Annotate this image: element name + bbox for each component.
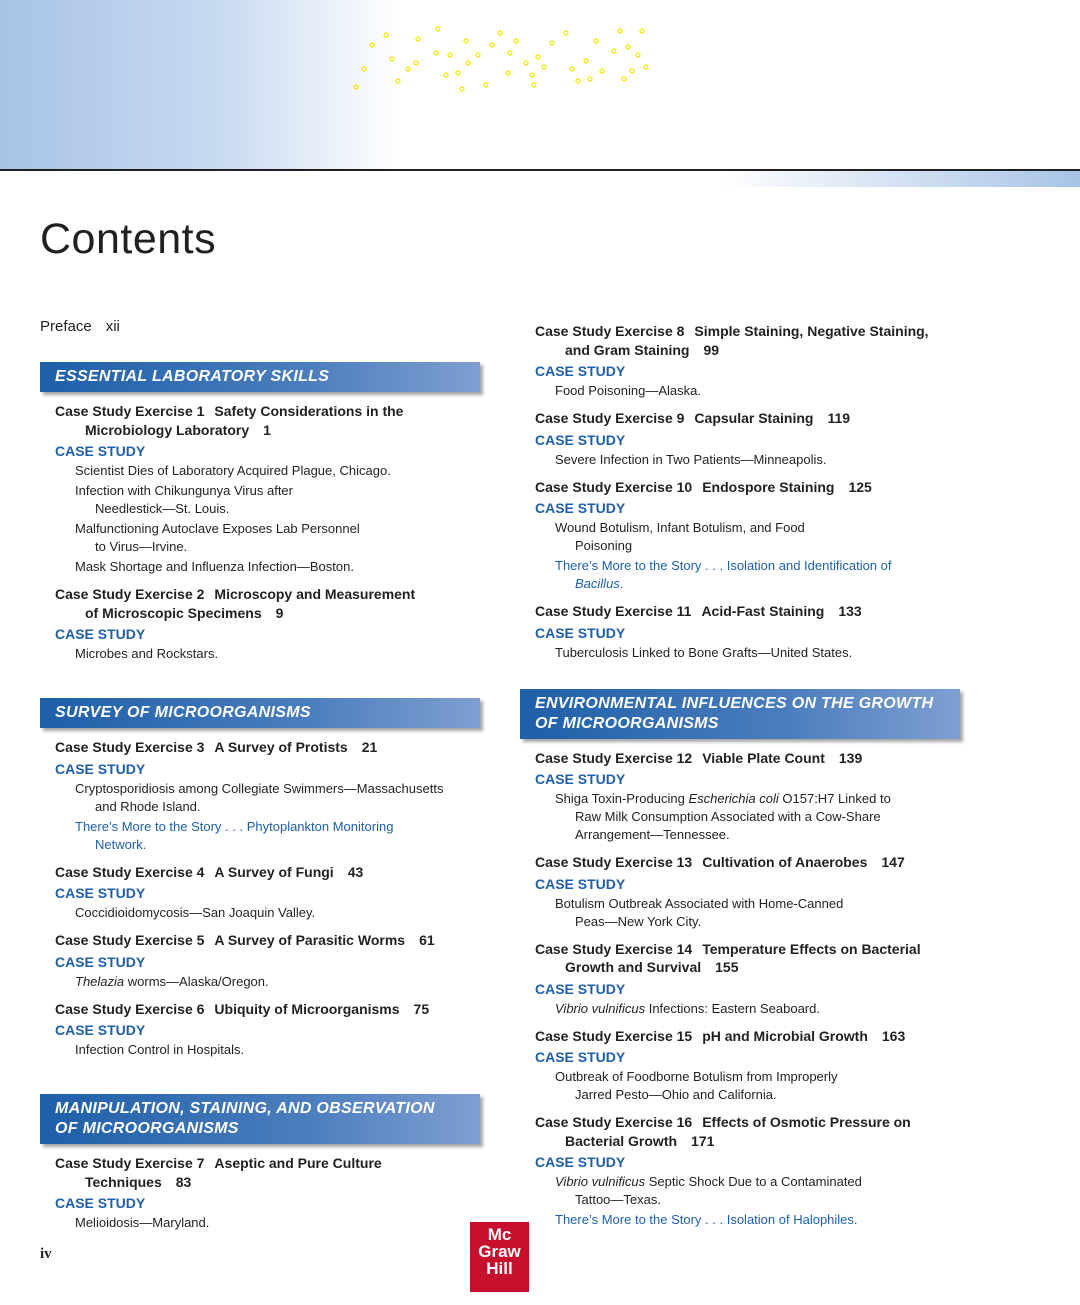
section-heading-text: ENVIRONMENTAL INFLUENCES ON THE GROWTH: [535, 694, 934, 712]
exercise-label: Case Study Exercise 1: [55, 403, 205, 419]
decorative-dot: [532, 83, 536, 87]
case-study-label: CASE STUDY: [55, 885, 146, 901]
case-study-label: CASE STUDY: [535, 624, 626, 641]
case-study-label: CASE STUDY: [535, 363, 626, 379]
toc-left-column: [40, 362, 490, 1241]
exercise-name: A Survey of Protists: [214, 739, 348, 755]
exercise-page: 139: [838, 749, 863, 766]
decorative-dot: [644, 65, 648, 69]
exercise-title: [40, 1000, 490, 1019]
decorative-dot: [444, 73, 448, 77]
exercise-page: 1: [263, 421, 271, 438]
exercise-name: Safety Considerations in the: [214, 403, 404, 419]
exercise-item[interactable]: [520, 478, 970, 594]
decorative-dot: [584, 59, 588, 63]
exercise-label: Case Study Exercise 12: [535, 749, 693, 766]
exercise-page: 43: [347, 863, 364, 880]
decorative-dot: [406, 67, 410, 71]
decorative-dot: [370, 43, 374, 47]
case-entry: Botulism Outbreak Associated with Home-Canned Peas—New York City.: [555, 895, 844, 929]
exercise-name: Simple Staining, Negative Staining,: [694, 323, 929, 339]
exercise-title: [520, 853, 970, 872]
exercise-title: [520, 322, 970, 359]
more-story-link[interactable]: There’s More to the Story . . . Isolation of Halophiles.: [555, 1212, 858, 1227]
case-study-label: CASE STUDY: [535, 431, 626, 448]
exercise-item[interactable]: [520, 853, 970, 931]
exercise-label: Case Study Exercise 5: [55, 932, 205, 948]
decorative-dot: [476, 53, 480, 57]
exercise-label: Case Study Exercise 7: [55, 1155, 205, 1171]
exercise-name: A Survey of Fungi: [214, 863, 334, 880]
page-title: Contents: [40, 215, 217, 263]
exercise-page: 171: [691, 1132, 715, 1149]
decorative-dot: [618, 29, 622, 33]
case-study-label: CASE STUDY: [55, 953, 146, 970]
case-entry: Melioidosis—Maryland.: [75, 1215, 210, 1230]
decorative-dot: [436, 27, 440, 31]
exercise-name: Capsular Staining: [694, 410, 814, 426]
decorative-dot: [396, 79, 400, 83]
exercise-label: Case Study Exercise 6: [55, 1000, 205, 1017]
decorative-dot: [354, 85, 358, 89]
exercise-item[interactable]: [520, 749, 970, 845]
exercise-item[interactable]: [40, 738, 490, 854]
logo-text: Hill: [486, 1259, 513, 1278]
exercise-item[interactable]: [40, 585, 490, 663]
exercise-page: 21: [361, 739, 378, 755]
exercise-item[interactable]: [40, 931, 490, 991]
decorative-dot: [484, 83, 488, 87]
exercise-item[interactable]: [520, 409, 970, 469]
preface-page: xii: [105, 318, 120, 335]
exercise-name-cont: and Gram Staining: [565, 341, 690, 358]
case-entry: Microbes and Rockstars.: [75, 646, 219, 661]
case-study-label: CASE STUDY: [55, 1195, 146, 1211]
decorative-dot: [542, 65, 546, 69]
decorative-dot: [626, 45, 630, 49]
case-entry: Coccidioidomycosis—San Joaquin Valley.: [75, 905, 316, 920]
exercise-item[interactable]: [520, 602, 970, 662]
decorative-dot: [362, 67, 366, 71]
exercise-item[interactable]: [40, 1154, 490, 1232]
exercise-label: Case Study Exercise 11: [535, 603, 692, 619]
decorative-dot: [600, 69, 604, 73]
page-number: iv: [40, 1246, 52, 1262]
exercise-name: Aseptic and Pure Culture: [214, 1155, 382, 1171]
exercise-page: 125: [848, 478, 872, 495]
exercise-item[interactable]: [40, 1000, 490, 1060]
section-heading-text: ESSENTIAL LABORATORY SKILLS: [55, 368, 330, 385]
exercise-item[interactable]: [40, 863, 490, 923]
decorative-dot: [550, 41, 554, 45]
case-study-label: CASE STUDY: [55, 443, 146, 459]
decorative-dot: [506, 71, 510, 75]
case-entry: Infection with Chikungunya Virus after Needlestick—St. Louis.: [75, 483, 293, 516]
exercise-title: [40, 738, 490, 757]
decorative-dot: [564, 31, 568, 35]
case-study-label: CASE STUDY: [55, 760, 146, 777]
exercise-label: Case Study Exercise 16: [535, 1114, 693, 1130]
exercise-page: 133: [838, 603, 862, 619]
exercise-name-cont: of Microscopic Specimens: [85, 604, 262, 621]
decorative-dot: [530, 73, 534, 77]
decorative-dots: [350, 25, 650, 95]
decorative-dot: [640, 29, 644, 33]
exercise-item[interactable]: [520, 940, 970, 1018]
exercise-page: 155: [715, 959, 739, 975]
case-entry: Wound Botulism, Infant Botulism, and Food Poisoning: [555, 520, 805, 553]
more-story-link[interactable]: There’s More to the Story . . . Isolation and Identification of Bacillus.: [555, 558, 892, 591]
decorative-dot: [384, 33, 388, 37]
publisher-logo: [470, 1222, 529, 1292]
decorative-dot: [630, 69, 634, 73]
section-heading-text: MANIPULATION, STAINING, AND OBSERVATION: [55, 1100, 435, 1117]
preface-entry[interactable]: [40, 318, 120, 335]
logo-text: Graw: [478, 1242, 521, 1261]
exercise-name: Temperature Effects on Bacterial: [702, 940, 921, 957]
section-heading: [520, 689, 960, 739]
exercise-label: Case Study Exercise 13: [535, 854, 693, 870]
exercise-name-cont: Growth and Survival: [565, 959, 702, 975]
case-study-label: CASE STUDY: [55, 1022, 146, 1038]
exercise-label: Case Study Exercise 3: [55, 739, 205, 755]
exercise-title: [520, 940, 970, 977]
decorative-dot: [414, 61, 418, 65]
exercise-title: [40, 931, 490, 950]
case-entry: Scientist Dies of Laboratory Acquired Plague, Chicago.: [75, 463, 391, 478]
exercise-item[interactable]: [520, 1027, 970, 1105]
exercise-name: A Survey of Parasitic Worms: [214, 932, 406, 948]
case-entry: Severe Infection in Two Patients—Minneapolis.: [555, 451, 827, 467]
exercise-title: [520, 478, 970, 497]
case-study-label: CASE STUDY: [535, 1154, 626, 1170]
exercise-name: pH and Microbial Growth: [702, 1027, 868, 1044]
section-heading: [40, 362, 480, 392]
section-heading: [40, 1094, 480, 1144]
exercise-label: Case Study Exercise 2: [55, 586, 205, 602]
case-study-label: CASE STUDY: [535, 980, 626, 997]
exercise-title: [520, 409, 970, 428]
exercise-title: [40, 863, 490, 882]
preface-label: Preface: [40, 318, 92, 335]
exercise-page: 9: [275, 604, 284, 621]
case-study-label: CASE STUDY: [535, 771, 626, 787]
section-heading: [40, 698, 480, 728]
exercise-name: Acid-Fast Staining: [701, 603, 825, 619]
accent-strip: [720, 171, 1080, 187]
section-heading-text: SURVEY OF MICROORGANISMS: [55, 704, 311, 721]
decorative-dot: [434, 51, 438, 55]
exercise-item[interactable]: [40, 402, 490, 576]
decorative-dot: [460, 87, 464, 91]
exercise-title: [520, 602, 970, 621]
exercise-page: 83: [175, 1173, 192, 1190]
decorative-dot: [464, 39, 468, 43]
decorative-dot: [612, 49, 616, 53]
exercise-label: Case Study Exercise 4: [55, 863, 205, 880]
exercise-name-cont: Bacterial Growth: [565, 1132, 678, 1149]
decorative-dot: [456, 71, 460, 75]
exercise-title: [40, 402, 490, 439]
case-entry: Cryptosporidiosis among Collegiate Swimmers—Massachusetts and Rhode Island.: [75, 780, 444, 814]
exercise-title: [520, 1027, 970, 1046]
case-entry: Infection Control in Hospitals.: [75, 1042, 245, 1057]
case-study-label: CASE STUDY: [535, 500, 626, 516]
exercise-name: Ubiquity of Microorganisms: [214, 1000, 400, 1017]
exercise-label: Case Study Exercise 9: [535, 410, 685, 426]
case-entry: Thelazia worms—Alaska/Oregon.: [75, 973, 269, 989]
exercise-page: 147: [881, 854, 905, 870]
header-gradient: [0, 0, 400, 170]
decorative-dot: [524, 61, 528, 65]
decorative-dot: [498, 31, 502, 35]
exercise-title: [520, 749, 970, 768]
exercise-label: Case Study Exercise 10: [535, 478, 693, 495]
decorative-dot: [576, 79, 580, 83]
case-study-label: CASE STUDY: [535, 875, 626, 892]
decorative-dot: [588, 77, 592, 81]
exercise-item[interactable]: [520, 322, 970, 400]
exercise-name: Effects of Osmotic Pressure on: [702, 1114, 911, 1130]
logo-text: Mc: [487, 1225, 512, 1244]
case-study-label: CASE STUDY: [55, 626, 146, 642]
decorative-dot: [636, 53, 640, 57]
header-band: [0, 0, 1080, 170]
exercise-title: [40, 1154, 490, 1191]
case-entry: Food Poisoning—Alaska.: [555, 383, 701, 398]
exercise-page: 75: [413, 1000, 430, 1017]
decorative-dot: [466, 61, 470, 65]
decorative-dot: [622, 77, 626, 81]
decorative-dot: [508, 51, 512, 55]
case-entry: Vibrio vulnificus Infections: Eastern Seaboard.: [555, 1000, 820, 1016]
decorative-dot: [514, 39, 518, 43]
exercise-item[interactable]: [520, 1113, 970, 1229]
exercise-page: 61: [419, 932, 435, 948]
section-heading-text: OF MICROORGANISMS: [535, 714, 719, 732]
exercise-name-cont: Techniques: [85, 1173, 162, 1190]
case-entry: Tuberculosis Linked to Bone Grafts—United States.: [555, 644, 853, 660]
exercise-name: Viable Plate Count: [702, 749, 825, 766]
exercise-label: Case Study Exercise 14: [535, 940, 693, 957]
exercise-name-cont: Microbiology Laboratory: [85, 421, 250, 438]
exercise-page: 119: [827, 410, 851, 426]
exercise-label: Case Study Exercise 8: [535, 323, 685, 339]
decorative-dot: [594, 39, 598, 43]
exercise-page: 163: [881, 1027, 906, 1044]
case-entry: Mask Shortage and Influenza Infection—Boston.: [75, 559, 354, 574]
case-entry: Vibrio vulnificus Septic Shock Due to a Contaminated Tattoo—Texas.: [555, 1174, 862, 1207]
case-entry: Malfunctioning Autoclave Exposes Lab Personnel to Virus—Irvine.: [75, 521, 360, 554]
case-study-label: CASE STUDY: [535, 1049, 626, 1065]
exercise-label: Case Study Exercise 15: [535, 1027, 693, 1044]
case-entry: Shiga Toxin-Producing Escherichia coli O157:H7 Linked to Raw Milk Consumption Associated with a Cow-Share Arrangement—Tennessee.: [555, 791, 891, 842]
exercise-page: 99: [703, 341, 720, 358]
case-entry: Outbreak of Foodborne Botulism from Improperly Jarred Pesto—Ohio and California.: [555, 1069, 838, 1102]
decorative-dot: [536, 55, 540, 59]
section-heading-text: OF MICROORGANISMS: [55, 1120, 239, 1137]
decorative-dot: [570, 67, 574, 71]
decorative-dot: [390, 57, 394, 61]
decorative-dot: [416, 37, 420, 41]
exercise-title: [40, 585, 490, 622]
exercise-name: Endospore Staining: [702, 478, 835, 495]
exercise-title: [520, 1113, 970, 1150]
exercise-name: Cultivation of Anaerobes: [702, 854, 868, 870]
exercise-name: Microscopy and Measurement: [214, 586, 416, 602]
toc-right-column: [520, 322, 970, 1238]
more-story-link[interactable]: There’s More to the Story . . . Phytoplankton Monitoring Network.: [75, 818, 394, 852]
decorative-dot: [490, 43, 494, 47]
decorative-dot: [448, 53, 452, 57]
